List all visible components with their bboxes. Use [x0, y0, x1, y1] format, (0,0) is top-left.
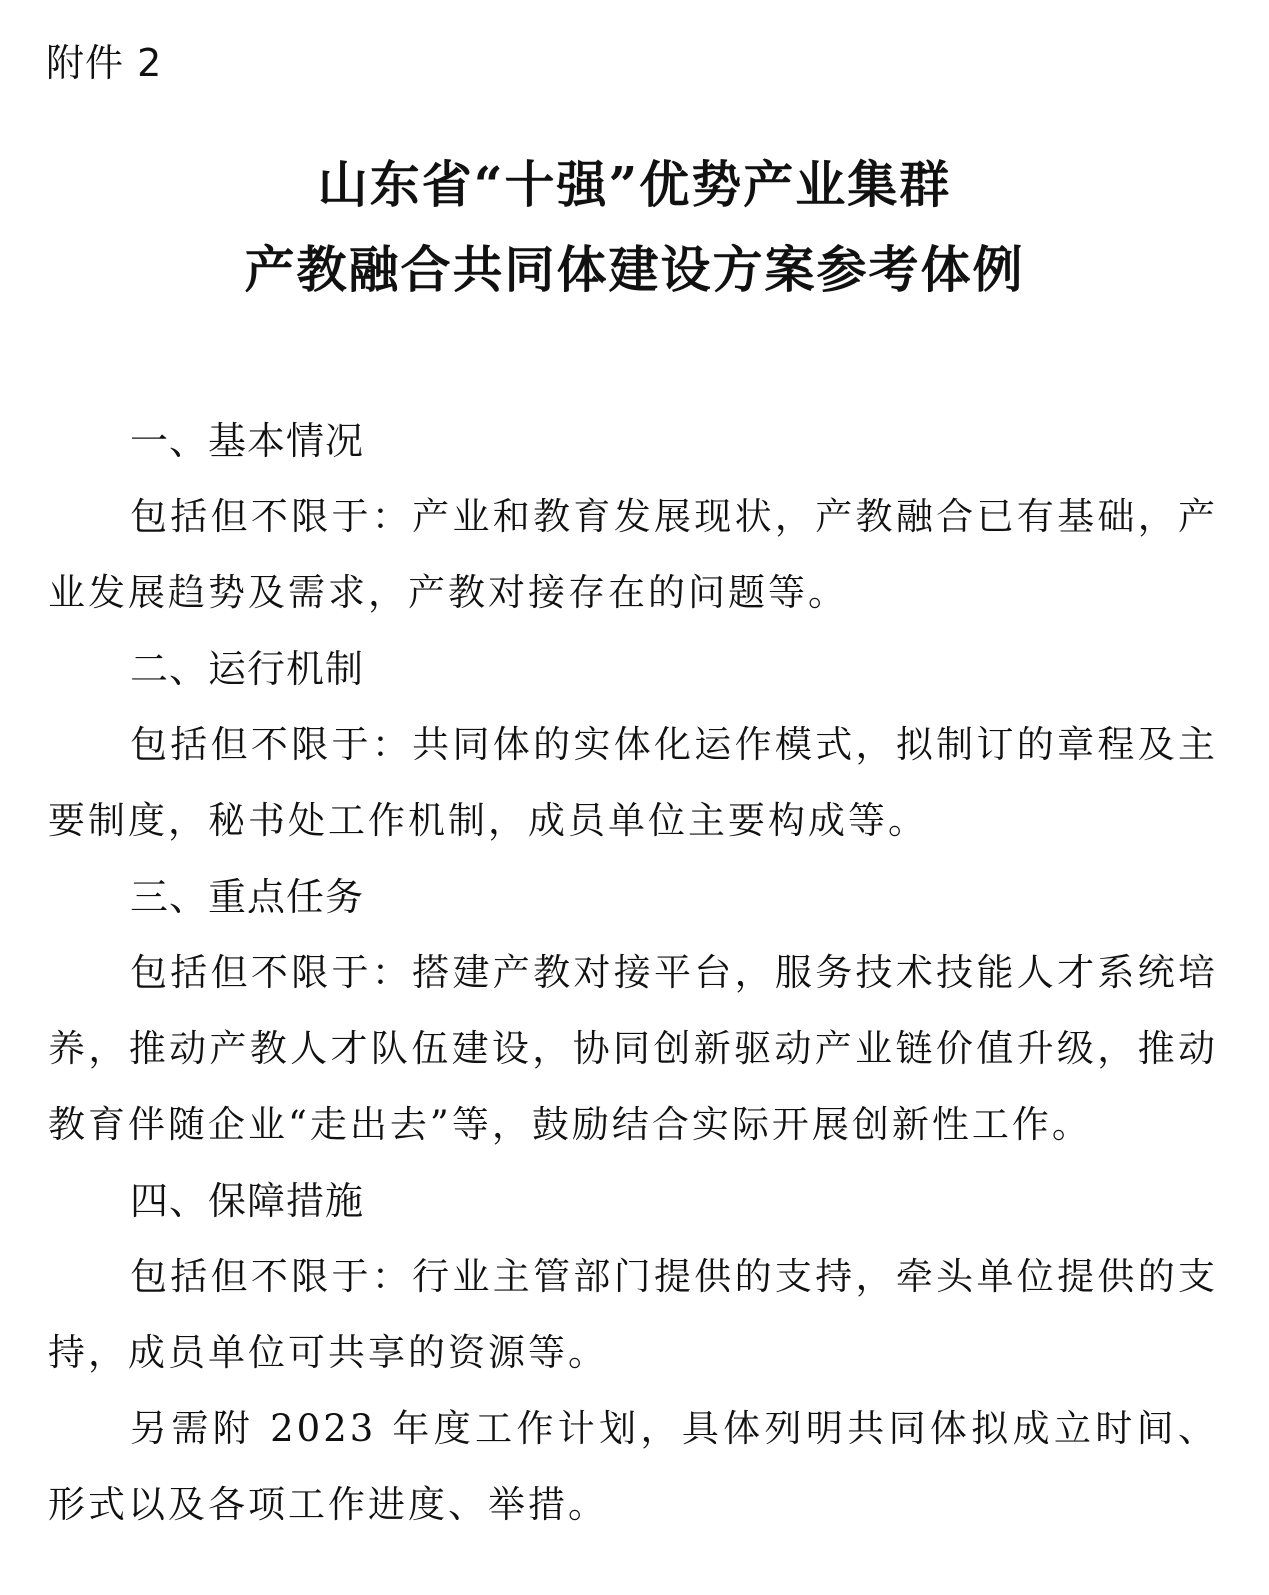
document-body — [48, 403, 1218, 1543]
section-heading: 三、重点任务 — [130, 875, 365, 919]
closing-paragraph: 另需附 2023 年度工作计划，具体列明共同体拟成立时间、形式以及各项工作进度、举措。 — [48, 1407, 1218, 1526]
section-paragraph: 包括但不限于：行业主管部门提供的支持，牵头单位提供的支持，成员单位可共享的资源等。 — [48, 1255, 1218, 1374]
section-key-tasks — [48, 859, 1218, 1163]
section-heading: 一、基本情况 — [130, 419, 365, 463]
section-paragraph: 包括但不限于：搭建产教对接平台，服务技术技能人才系统培养，推动产教人才队伍建设，协同创新驱动产业链价值升级，推动教育伴随企业“走出去”等，鼓励结合实际开展创新性工作。 — [48, 951, 1218, 1146]
section-safeguard-measures — [48, 1163, 1218, 1391]
section-heading: 四、保障措施 — [130, 1179, 365, 1223]
document-title-line-1: 山东省“十强”优势产业集群 — [317, 155, 952, 214]
section-basic-situation — [48, 403, 1218, 631]
attachment-label: 附件 2 — [46, 41, 163, 85]
section-heading: 二、运行机制 — [130, 647, 365, 691]
section-paragraph: 包括但不限于：共同体的实体化运作模式，拟制订的章程及主要制度，秘书处工作机制，成员单位主要构成等。 — [48, 723, 1218, 842]
document-title-line-2: 产教融合共同体建设方案参考体例 — [244, 240, 1025, 299]
section-paragraph: 包括但不限于：产业和教育发展现状，产教融合已有基础，产业发展趋势及需求，产教对接存在的问题等。 — [48, 495, 1218, 614]
section-operating-mechanism — [48, 631, 1218, 859]
